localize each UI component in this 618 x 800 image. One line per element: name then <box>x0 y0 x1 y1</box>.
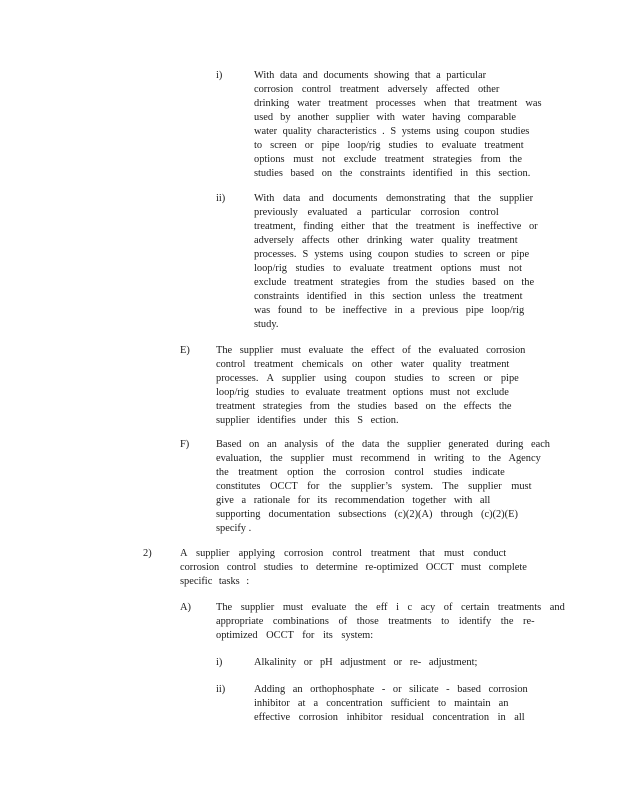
text-line: effective corrosion inhibitor residual concentration in all <box>254 712 525 723</box>
text-line: Alkalinity or pH adjustment or re- adjustment; <box>254 657 478 668</box>
text-line: loop/rig studies to evaluate treatment options must not exclude <box>216 387 509 398</box>
text-line: previously evaluated a particular corrosion control <box>254 207 499 218</box>
text-line: specify . <box>216 523 252 534</box>
text-line: drinking water treatment processes when that treatment was <box>254 98 542 109</box>
text-line: study. <box>254 319 279 330</box>
text-line: With data and documents demonstrating that the supplier <box>254 193 534 204</box>
text-line: was found to be ineffective in a previous pipe loop/rig <box>254 305 525 316</box>
text-line: Based on an analysis of the data the supplier generated during each <box>216 439 551 450</box>
text-line: processes. S ystems using coupon studies to screen or pipe <box>254 249 530 260</box>
item-label-i: i) <box>216 70 223 81</box>
text-line: corrosion control studies to determine re-optimized OCCT must complete <box>180 562 527 573</box>
item-text-2 <box>180 547 527 589</box>
item-text-E <box>216 344 525 428</box>
text-line: supplier identifies under this S ection. <box>216 415 399 426</box>
text-line: inhibitor at a concentration sufficient to maintain an <box>254 698 509 709</box>
text-line: control treatment chemicals on other water quality treatment <box>216 359 510 370</box>
text-line: exclude treatment strategies from the studies based on the <box>254 277 535 288</box>
text-line: optimized OCCT for its system: <box>216 630 374 641</box>
text-line: constraints identified in this section unless the treatment <box>254 291 523 302</box>
item-label-A: A) <box>180 602 191 613</box>
text-line: With data and documents showing that a particular <box>254 70 487 81</box>
text-line: The supplier must evaluate the eff i c acy of certain treatments and <box>216 602 565 613</box>
text-line: specific tasks : <box>180 576 250 587</box>
text-line: options must not exclude treatment strategies from the <box>254 154 522 165</box>
item-text-ii-2 <box>254 683 528 725</box>
text-line: treatment, finding either that the treatment is ineffective or <box>254 221 538 232</box>
text-line: the treatment option the corrosion control studies indicate <box>216 467 505 478</box>
text-line: corrosion control treatment adversely affected other <box>254 84 500 95</box>
item-text-i-2 <box>254 656 477 670</box>
text-line: adversely affects other drinking water quality treatment <box>254 235 518 246</box>
text-line: processes. A supplier using coupon studies to screen or pipe <box>216 373 519 384</box>
item-label-2: 2) <box>143 548 152 559</box>
item-label-E: E) <box>180 345 190 356</box>
item-text-A <box>216 601 565 643</box>
text-line: water quality characteristics . S ystems using coupon studies <box>254 126 530 137</box>
item-label-F: F) <box>180 439 190 450</box>
text-line: constitutes OCCT for the supplier’s system. The supplier must <box>216 481 532 492</box>
text-line: loop/rig studies to evaluate treatment options must not <box>254 263 522 274</box>
text-line: give a rationale for its recommendation together with all <box>216 495 491 506</box>
text-line: Adding an orthophosphate - or silicate - based corrosion <box>254 684 528 695</box>
item-text-i <box>254 69 542 181</box>
item-text-ii <box>254 192 538 332</box>
text-line: treatment strategies from the studies based on the effects the <box>216 401 512 412</box>
item-label-ii-2: ii) <box>216 684 226 695</box>
text-line: supporting documentation subsections (c)(2)(A) through (c)(2)(E) <box>216 509 518 520</box>
text-line: The supplier must evaluate the effect of the evaluated corrosion <box>216 345 526 356</box>
item-text-F <box>216 438 550 536</box>
text-line: A supplier applying corrosion control treatment that must conduct <box>180 548 507 559</box>
text-line: to screen or pipe loop/rig studies to evaluate treatment <box>254 140 524 151</box>
item-label-i-2: i) <box>216 657 223 668</box>
text-line: used by another supplier with water having comparable <box>254 112 517 123</box>
text-line: appropriate combinations of those treatments to identify the re- <box>216 616 535 627</box>
item-label-ii: ii) <box>216 193 226 204</box>
text-line: studies based on the constraints identified in this section. <box>254 168 531 179</box>
text-line: evaluation, the supplier must recommend in writing to the Agency <box>216 453 541 464</box>
